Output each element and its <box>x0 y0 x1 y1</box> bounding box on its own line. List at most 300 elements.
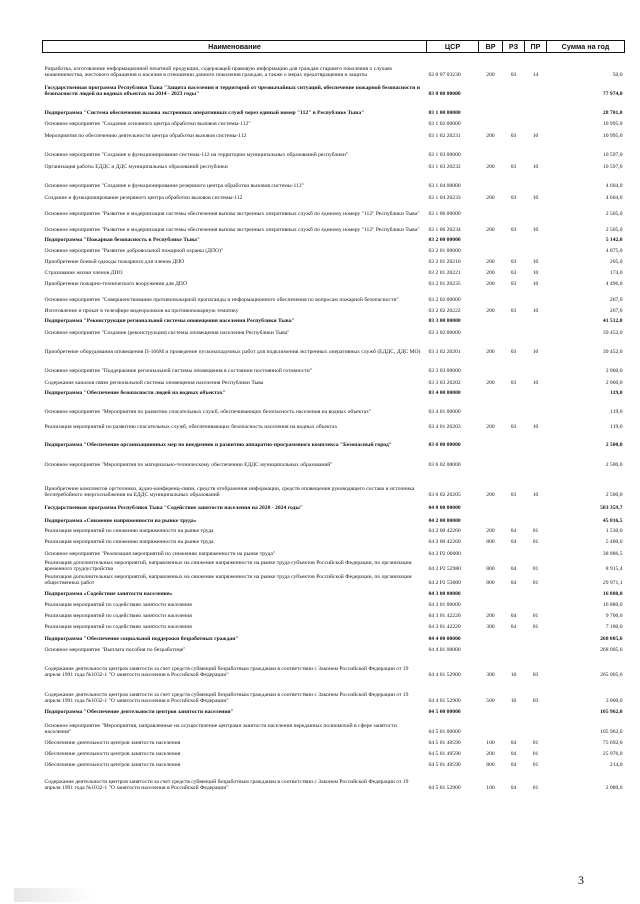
row-vr: 200 <box>486 195 495 202</box>
row-pr <box>525 326 547 338</box>
row-pr <box>525 547 547 559</box>
row-name: Реализация мероприятий по развитию спасательных служб, обеспечивающих безопасность населения на водных объектах <box>44 424 338 431</box>
row-rz <box>503 326 525 338</box>
row-name: Организация работы ЕДДС и ДДС муниципальных образований республики <box>44 164 228 171</box>
row-sum: 25 976,0 <box>602 750 623 757</box>
table-row <box>43 631 625 643</box>
row-vr <box>479 388 503 398</box>
row-vr <box>479 99 503 118</box>
row-csr: 03 3 03 20202 <box>428 380 461 387</box>
row-sum: 583 359,7 <box>600 505 623 512</box>
row-pr: 10 <box>532 349 539 356</box>
budget-sheet <box>42 40 624 792</box>
row-vr <box>479 631 503 643</box>
row-vr: 200 <box>486 259 495 266</box>
row-rz <box>503 245 525 256</box>
header-rz: РЗ <box>503 41 525 53</box>
row-sum: 267,0 <box>609 308 623 315</box>
row-vr <box>479 172 503 191</box>
row-vr <box>479 643 503 654</box>
row-name: Основное мероприятие "Мероприятия по развитию спасательных служб, обеспечивающих безопасность населения на водных объектах" <box>44 409 372 416</box>
row-rz: 04 <box>510 784 517 791</box>
row-csr: 04 4 01 52900 <box>428 697 461 704</box>
row-sum: 174,0 <box>609 270 623 277</box>
row-csr: 03 3 02 00000 <box>428 330 461 337</box>
row-sum: 2 060,0 <box>605 368 623 375</box>
row-vr: 800 <box>486 539 495 546</box>
row-rz <box>503 80 525 99</box>
table-row <box>43 736 625 747</box>
row-vr <box>479 398 503 417</box>
row-rz <box>503 316 525 326</box>
row-name: Приобретение боевой одежды пожарного для членов ДПО <box>44 259 185 266</box>
row-rz: 03 <box>510 492 517 499</box>
row-rz <box>503 203 525 219</box>
row-pr: 10 <box>532 259 539 266</box>
row-name: Основное мероприятие "Создание и функционирование системы-112 на территории муниципальных образований республики" <box>44 152 349 159</box>
row-csr: 03 1 04 20233 <box>428 195 461 202</box>
row-pr: 03 <box>532 697 539 704</box>
row-name: Подпрограмма «Снижение напряженности на рынке труда» <box>44 518 197 525</box>
row-pr: 01 <box>532 565 539 572</box>
row-rz <box>503 500 525 513</box>
table-row <box>43 99 625 118</box>
row-vr: 100 <box>486 739 495 746</box>
row-rz <box>503 587 525 598</box>
row-pr <box>525 99 547 118</box>
row-pr: 03 <box>532 671 539 678</box>
table-row <box>43 338 625 357</box>
row-sum: 10 995,0 <box>602 133 623 140</box>
row-vr <box>479 316 503 326</box>
row-sum: 4 604,0 <box>605 195 623 202</box>
table-row <box>43 654 625 679</box>
row-name: Приобретение оборудования оповещения П-166М и проведение пусконаладочных работ для подключения экстренных оперативных служб (ЕДДС, ДДС МО) <box>44 349 421 356</box>
table-row <box>43 432 625 450</box>
row-pr: 01 <box>532 539 539 546</box>
row-csr: 04 2 P2 00000 <box>428 551 461 558</box>
row-name: Подпрограмма "Обеспечение деятельности центров занятости населения" <box>44 708 234 715</box>
table-row <box>43 643 625 654</box>
row-sum: 1 530,0 <box>605 528 623 535</box>
row-pr <box>525 705 547 716</box>
row-pr: 01 <box>532 528 539 535</box>
row-sum: 77 974,0 <box>602 91 623 98</box>
row-sum: 5 400,0 <box>605 539 623 546</box>
row-csr: 03 2 02 00000 <box>428 297 461 304</box>
row-name: Изготовление и прокат в телеэфире видеороликов на противопожарную тематику <box>44 308 239 315</box>
row-rz: 04 <box>510 750 517 757</box>
table-row <box>43 245 625 256</box>
row-name: Подпрограмма "Обеспечение организационных мер по внедрению и развитию аппаратно-программного комплекса "Безопасный город" <box>44 442 392 449</box>
row-sum: 28 701,0 <box>602 110 623 117</box>
row-name: Подпрограмма "Пожарная безопасность в Республике Тыва" <box>44 237 200 244</box>
row-rz <box>503 357 525 376</box>
row-vr <box>479 203 503 219</box>
row-pr: 10 <box>532 164 539 171</box>
row-name: Государственная программа Республики Тыва "Содействие занятости населения на 2020 - 2024 годы" <box>44 505 303 512</box>
row-sum: 39 452,0 <box>602 349 623 356</box>
row-rz: 04 <box>510 528 517 535</box>
row-sum: 41 512,0 <box>602 318 623 325</box>
table-row <box>43 500 625 513</box>
row-rz: 04 <box>510 612 517 619</box>
row-sum: 268 005,6 <box>600 646 623 653</box>
table-row <box>43 267 625 278</box>
row-rz <box>503 513 525 526</box>
row-name: Страхование жизни членов ДПО <box>44 270 123 277</box>
row-csr: 04 2 00 42260 <box>428 528 461 535</box>
table-row <box>43 141 625 160</box>
row-sum: 16 880,0 <box>602 601 623 608</box>
row-rz: 03 <box>510 270 517 277</box>
row-name: Основное мероприятие "Создание и функционирование резервного центра обработки вызовов системы-112" <box>44 183 304 190</box>
row-name: Основное мероприятие "Поддержание региональной системы оповещения в состоянии постоянной готовности" <box>44 368 313 375</box>
row-pr: 10 <box>532 133 539 140</box>
row-vr: 200 <box>486 281 495 288</box>
row-pr: 10 <box>532 308 539 315</box>
row-csr: 03 1 03 20232 <box>428 164 461 171</box>
row-sum: 29 971,1 <box>602 579 623 586</box>
row-sum: 119,0 <box>610 424 623 431</box>
row-csr: 04 2 P2 52980 <box>428 565 461 572</box>
table-body <box>43 53 625 792</box>
table-row <box>43 747 625 758</box>
row-csr: 04 4 00 00000 <box>428 635 461 642</box>
row-pr: 01 <box>532 739 539 746</box>
table-row <box>43 620 625 631</box>
row-vr: 200 <box>486 227 495 234</box>
row-rz: 04 <box>510 539 517 546</box>
row-csr: 03 3 03 00000 <box>428 368 461 375</box>
row-rz: 04 <box>510 761 517 768</box>
row-name: Реализация дополнительных мероприятий, направленных на снижение напряженности на рынке труда субъектов Российской Федерации, по организации временного трудоустройства <box>44 559 412 572</box>
row-name: Реализация мероприятий по содействию занятости населения <box>44 623 192 630</box>
table-row <box>43 289 625 305</box>
row-pr <box>525 587 547 598</box>
row-pr: 01 <box>532 784 539 791</box>
row-sum: 10 995,0 <box>602 121 623 128</box>
row-csr: 04 5 01 52900 <box>428 784 461 791</box>
row-pr: 01 <box>532 612 539 619</box>
row-pr <box>525 316 547 326</box>
row-vr: 800 <box>486 761 495 768</box>
row-sum: 2 505,0 <box>605 227 623 234</box>
header-sum: Сумма на год <box>547 41 625 53</box>
row-vr: 200 <box>486 612 495 619</box>
row-sum: 265 005,6 <box>600 671 623 678</box>
row-rz: 03 <box>510 195 517 202</box>
row-name: Основное мероприятие "Развитие и модернизация системы обеспечения вызова экстренных оперативных служб по единому номеру "112" Республики Тыва" <box>44 211 420 218</box>
row-name: Содержание каналов связи региональной системы оповещения населения Республики Тыва <box>44 380 264 387</box>
row-pr <box>525 450 547 470</box>
row-vr: 200 <box>486 72 495 79</box>
row-vr <box>479 705 503 716</box>
row-rz: 03 <box>510 133 517 140</box>
row-pr: 10 <box>532 380 539 387</box>
row-rz: 03 <box>510 164 517 171</box>
row-csr: 03 6 00 00000 <box>428 442 461 449</box>
table-row <box>43 609 625 620</box>
row-pr <box>525 398 547 417</box>
row-vr <box>479 141 503 160</box>
table-row <box>43 450 625 470</box>
row-pr: 01 <box>532 761 539 768</box>
row-name: Основное мероприятие "Реализация мероприятий по снижению напряженности на рынке труда" <box>44 551 276 558</box>
row-sum: 16 880,0 <box>602 590 623 597</box>
row-csr: 03 2 00 00000 <box>428 237 461 244</box>
row-rz: 03 <box>510 72 517 79</box>
row-pr: 10 <box>532 195 539 202</box>
row-csr: 04 3 01 42220 <box>428 623 461 630</box>
row-pr <box>525 118 547 129</box>
row-rz: 04 <box>510 623 517 630</box>
row-vr: 200 <box>486 492 495 499</box>
row-sum: 45 816,5 <box>602 518 623 525</box>
row-sum: 105 962,0 <box>600 708 623 715</box>
row-sum: 2 500,0 <box>605 492 623 499</box>
row-pr: 10 <box>532 492 539 499</box>
row-sum: 4 604,0 <box>605 183 623 190</box>
table-row <box>43 388 625 398</box>
row-csr: 03 1 02 20231 <box>428 133 461 140</box>
row-sum: 214,0 <box>609 761 623 768</box>
row-name: Основное мероприятие "Совершенствование противопожарной пропаганды и информационного обеспечения по вопросам пожарной безопасности" <box>44 297 399 304</box>
row-rz <box>503 141 525 160</box>
row-rz: 03 <box>510 380 517 387</box>
table-row <box>43 559 625 573</box>
row-name: Реализация дополнительных мероприятий, направленных на снижение напряженности на рынке труда субъектов Российской Федерации, по организации общественных работ <box>44 573 412 586</box>
row-csr: 03 2 01 20235 <box>428 281 461 288</box>
row-vr: 500 <box>486 697 495 704</box>
row-sum: 205,0 <box>609 259 623 266</box>
row-csr: 03 4 01 20203 <box>428 424 461 431</box>
row-sum: 4 875,0 <box>605 248 623 255</box>
row-name: Реализация мероприятий по содействию занятости населения <box>44 601 192 608</box>
row-sum: 75 692,0 <box>602 739 623 746</box>
table-row <box>43 758 625 769</box>
row-sum: 38 886,5 <box>602 551 623 558</box>
row-pr <box>525 598 547 609</box>
row-csr: 03 1 02 00000 <box>428 121 461 128</box>
row-rz <box>503 450 525 470</box>
table-row <box>43 129 625 141</box>
table-row <box>43 536 625 547</box>
table-row <box>43 305 625 316</box>
row-name: Государственная программа Республики Тыва "Защита населения и территорий от чрезвычайных ситуаций, обеспечение пожарной безопасности и безопасности людей на водных объектах на 2014 - 2023 годы" <box>44 85 420 98</box>
row-vr <box>479 598 503 609</box>
row-sum: 10 597,0 <box>602 164 623 171</box>
row-name: Приобретение комплектов оргтехники, аудио-конференц-связи, средств отображения информации, средств оповещения руководящего состава и источника бесперебойного энергоснабжения на ЕДДС муниципальных образований <box>44 486 415 499</box>
table-row <box>43 573 625 587</box>
row-csr: 03 6 02 20205 <box>428 492 461 499</box>
row-sum: 2 080,0 <box>605 784 623 791</box>
row-csr: 04 2 00 42260 <box>428 539 461 546</box>
row-sum: 3 000,0 <box>605 697 623 704</box>
row-sum: 2 505,0 <box>605 211 623 218</box>
row-rz: 10 <box>510 671 517 678</box>
table-row <box>43 417 625 432</box>
row-csr: 03 3 00 00000 <box>428 318 461 325</box>
row-sum: 7 180,0 <box>605 623 623 630</box>
row-vr: 200 <box>486 380 495 387</box>
table-row <box>43 235 625 245</box>
row-rz <box>503 398 525 417</box>
row-name: Обеспечение деятельности центров занятости населения <box>44 761 181 768</box>
row-name: Создание и функционирование резервного центра обработки вызовов системы-112 <box>44 195 243 202</box>
row-rz: 10 <box>510 697 517 704</box>
row-pr <box>525 432 547 450</box>
row-name: Основное мероприятие "Выплата пособия по безработице" <box>44 646 186 653</box>
row-csr: 03 1 04 00000 <box>428 183 461 190</box>
header-csr: ЦСР <box>427 41 479 53</box>
row-sum: 10 597,0 <box>602 152 623 159</box>
table-row <box>43 219 625 235</box>
row-pr <box>525 631 547 643</box>
row-rz: 04 <box>510 579 517 586</box>
row-name: Подпрограмма "Система обеспечения вызова экстренных оперативных служб через единый номер "112" в Республике Тыва" <box>44 110 365 117</box>
row-pr: 14 <box>532 72 539 79</box>
row-name: Реализация мероприятий по снижению напряженности на рынке труда <box>44 528 214 535</box>
table-row <box>43 191 625 203</box>
row-csr: 04 5 01 00000 <box>428 728 461 735</box>
row-rz <box>503 643 525 654</box>
row-pr <box>525 245 547 256</box>
row-vr: 800 <box>486 579 495 586</box>
table-row <box>43 278 625 289</box>
row-csr: 04 3 00 00000 <box>428 590 461 597</box>
row-rz: 03 <box>510 424 517 431</box>
row-sum: 2 500,0 <box>605 442 623 449</box>
row-csr: 04 5 01 40590 <box>428 750 461 757</box>
table-row <box>43 470 625 500</box>
row-vr: 800 <box>486 565 495 572</box>
header-name: Наименование <box>43 41 427 53</box>
row-rz <box>503 118 525 129</box>
row-sum: 4 496,0 <box>605 281 623 288</box>
page-number: 3 <box>578 873 584 887</box>
row-rz <box>503 432 525 450</box>
row-name: Мероприятия по обеспечению деятельности центра обработки вызовов системы-112 <box>44 133 247 140</box>
row-pr: 10 <box>532 270 539 277</box>
table-row <box>43 705 625 716</box>
row-csr: 03 1 06 00000 <box>428 211 461 218</box>
row-vr <box>479 547 503 559</box>
row-rz <box>503 716 525 736</box>
row-pr <box>525 80 547 99</box>
row-pr <box>525 513 547 526</box>
row-pr: 01 <box>532 579 539 586</box>
row-pr <box>525 235 547 245</box>
row-sum: 39 452,0 <box>602 330 623 337</box>
row-name: Основное мероприятие "Развитие и модернизация системы обеспечения вызова экстренных оперативных служб по единому номеру "112" Республики Тыва" <box>44 227 420 234</box>
row-vr: 200 <box>486 424 495 431</box>
row-pr <box>525 289 547 305</box>
row-vr: 300 <box>486 671 495 678</box>
table-row <box>43 376 625 388</box>
row-csr: 03 4 00 00000 <box>428 390 461 397</box>
row-rz <box>503 99 525 118</box>
row-name: Основное мероприятие "Создание основного центра обработки вызовов системы-112" <box>44 121 251 128</box>
row-csr: 04 5 01 40590 <box>428 761 461 768</box>
row-csr: 04 3 01 00000 <box>428 601 461 608</box>
row-name: Приобретение пожарно-технического вооружения для ДПО <box>44 281 188 288</box>
row-pr: 01 <box>532 750 539 757</box>
table-header-row <box>43 41 625 53</box>
row-rz: 04 <box>510 565 517 572</box>
table-row <box>43 172 625 191</box>
row-name: Подпрограмма «Содействие занятости населения» <box>44 590 173 597</box>
table-row <box>43 587 625 598</box>
row-csr: 04 0 00 00000 <box>428 505 461 512</box>
table-row <box>43 547 625 559</box>
row-name: Разработка, изготовление информационной печатной продукции, содержащей правовую информацию для граждан старшего поколения о случаях мошенничества, жестокого обращения и насилия в отношении данного поколения граждан, а также о мерах предотвращения и защиты <box>44 66 393 79</box>
row-csr: 03 3 02 20201 <box>428 349 461 356</box>
row-pr <box>525 643 547 654</box>
row-sum: 2 500,0 <box>605 462 623 469</box>
row-vr <box>479 235 503 245</box>
row-sum: 8 915,4 <box>605 565 623 572</box>
row-name: Подпрограмма "Обеспечение безопасности людей на водных объектах" <box>44 390 226 397</box>
row-pr <box>525 716 547 736</box>
table-row <box>43 716 625 736</box>
table-row <box>43 679 625 705</box>
row-pr: 01 <box>532 623 539 630</box>
table-row <box>43 203 625 219</box>
row-csr: 03 1 03 00000 <box>428 152 461 159</box>
row-sum: 267,0 <box>609 297 623 304</box>
row-csr: 03 2 01 00000 <box>428 248 461 255</box>
table-row <box>43 326 625 338</box>
row-rz <box>503 388 525 398</box>
row-vr <box>479 716 503 736</box>
row-csr: 03 0 00 00000 <box>428 91 461 98</box>
row-vr <box>479 245 503 256</box>
row-csr: 03 4 01 00000 <box>428 409 461 416</box>
row-name: Подпрограмма "Обеспечение социальной поддержки безработных граждан" <box>44 635 239 642</box>
row-vr: 300 <box>486 623 495 630</box>
row-csr: 03 1 06 20234 <box>428 227 461 234</box>
row-sum: 268 005,6 <box>600 635 623 642</box>
row-csr: 04 2 P2 53000 <box>428 579 461 586</box>
row-pr: 10 <box>532 227 539 234</box>
row-vr: 100 <box>486 784 495 791</box>
row-rz <box>503 631 525 643</box>
row-pr <box>525 388 547 398</box>
row-csr: 02 0 07 03230 <box>428 72 461 79</box>
row-vr <box>479 450 503 470</box>
row-rz: 04 <box>510 739 517 746</box>
row-vr <box>479 513 503 526</box>
row-sum: 119,0 <box>610 390 623 397</box>
row-name: Основное мероприятие "Создание (реконструкция) системы оповещения населения Республики Тыва" <box>44 330 290 337</box>
row-vr <box>479 289 503 305</box>
scan-edge <box>14 888 94 902</box>
row-sum: 50,0 <box>612 72 623 79</box>
row-vr: 200 <box>486 308 495 315</box>
row-sum: 9 700,0 <box>605 612 623 619</box>
row-pr <box>525 203 547 219</box>
table-row <box>43 526 625 536</box>
row-name: Содержание деятельности центров занятости за счет средств субвенций безработным гражданам в соответствии с Законом Российской Федерации от 19 апреля 1991 года №1032-1 "О занятости населения в Российской Федерации" <box>44 778 409 791</box>
table-row <box>43 80 625 99</box>
row-vr <box>479 326 503 338</box>
header-vr: ВР <box>479 41 503 53</box>
row-name: Обеспечение деятельности центров занятости населения <box>44 750 181 757</box>
row-sum: 5 142,0 <box>605 237 623 244</box>
row-name: Содержание деятельности центров занятости за счет средств субвенций безработным гражданам в соответствии с Законом Российской Федерации от 19 апреля 1991 года №1032-1 "О занятости населения в Российской Федерации" <box>44 691 409 704</box>
row-rz <box>503 289 525 305</box>
